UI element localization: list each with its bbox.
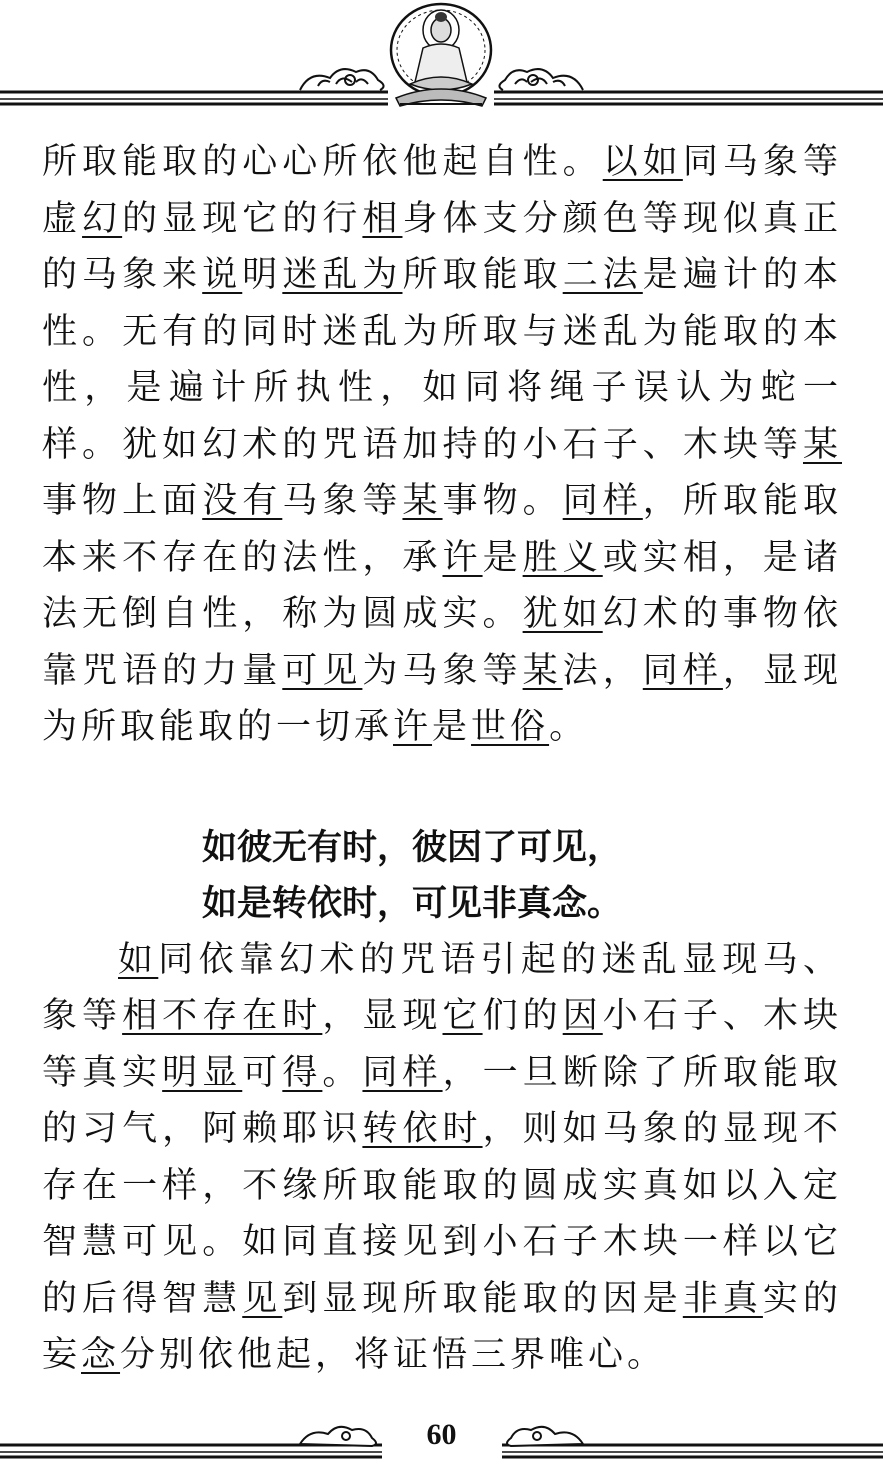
paragraph-commentary-1 [42, 134, 842, 756]
text-run: 身体支分颜色等现似真正的马象来 [42, 198, 842, 295]
underlined-term: 相不存在时 [122, 996, 323, 1036]
underlined-term: 迷乱为 [282, 255, 403, 295]
buddha-figure-icon [388, 4, 494, 108]
cloud-scroll-left-icon [300, 69, 384, 90]
underlined-term: 说 [202, 255, 243, 295]
underlined-term: 许 [442, 537, 483, 578]
underlined-term: 某 [802, 424, 842, 465]
text-run: 分别依他起，将证悟三界唯心。 [120, 1335, 667, 1375]
text-run: 同马象等虚 [42, 142, 842, 239]
text-run: 可 [242, 1052, 283, 1093]
underlined-term: 幻 [82, 198, 123, 239]
underlined-term: 明显 [162, 1052, 243, 1093]
text-run: ，显现为所取能取的一切承 [42, 650, 842, 747]
text-run: 们的 [482, 996, 563, 1036]
underlined-term: 二法 [562, 255, 643, 295]
text-run: 是 [482, 537, 523, 578]
text-run: ，所取能取本来不存在的法性，承 [42, 481, 842, 578]
underlined-term: 以如 [602, 142, 683, 182]
underlined-term: 犹如 [522, 594, 603, 634]
text-run: 所取能取 [402, 255, 563, 295]
text-run: 马象等 [282, 481, 403, 521]
underlined-term: 没有 [202, 481, 283, 521]
page-number: 60 [426, 1418, 457, 1451]
verse-block [42, 820, 842, 932]
text-run: 事物。 [442, 481, 563, 521]
text-run: 法， [562, 650, 643, 691]
underlined-term: 如 [118, 939, 159, 980]
text-run: 所取能取的心心所依他起自性。 [42, 142, 603, 182]
text-run: 同依靠幻术的咒语引起的迷乱显现马、象等 [42, 939, 842, 1036]
underlined-term: 同样 [562, 481, 643, 521]
underlined-term: 许 [393, 707, 433, 747]
text-run: ，一旦断除了所取能取的习气，阿赖耶识 [42, 1052, 842, 1149]
text-run: 事物上面 [42, 481, 203, 521]
text-run: 实的妄 [42, 1278, 842, 1375]
verse-line-1: 如彼无有时，彼因了可见， [202, 827, 623, 868]
text-run: 。 [549, 707, 589, 747]
text-run: 是遍计的本性。无有的同时迷乱为所取与迷乱为能取的本性，是遍计所执性，如同将绳子误认为蛇一样。犹如幻术的咒语加持的小石子、木块等 [42, 255, 842, 465]
underlined-term: 得 [282, 1052, 323, 1093]
page-header-ornament [0, 0, 883, 118]
page-body [42, 134, 842, 1384]
verse-line-2: 如是转依时，可见非真念。 [202, 883, 623, 924]
text-run: 幻术的事物依靠咒语的力量 [42, 594, 842, 691]
text-run: ，则如马象的显现不存在一样，不缘所取能取的圆成实真如以入定智慧可见。如同直接见到小石子木块一样以它的后得智慧 [42, 1109, 842, 1319]
paragraph-commentary-2 [42, 932, 842, 1384]
underlined-term: 同样 [362, 1052, 443, 1093]
underlined-term: 某 [402, 481, 443, 521]
text-run: 是 [432, 707, 472, 747]
text-run: 明 [242, 255, 283, 295]
text-run: 到显现所取能取的因是 [282, 1278, 683, 1319]
underlined-term: 相 [362, 198, 403, 239]
text-run: 小石子、木块等真实 [42, 996, 842, 1093]
cloud-scroll-right-icon [499, 69, 583, 90]
underlined-term: 同样 [642, 650, 723, 691]
underlined-term: 因 [562, 996, 603, 1036]
underlined-term: 念 [81, 1335, 121, 1375]
underlined-term: 非真 [682, 1278, 763, 1319]
text-run: ，显现 [322, 996, 443, 1036]
underlined-term: 转依时 [362, 1109, 483, 1149]
underlined-term: 胜义 [522, 537, 603, 578]
text-run: 。 [322, 1052, 363, 1093]
underlined-term: 某 [522, 650, 563, 691]
underlined-term: 它 [442, 996, 483, 1036]
underlined-term: 见 [242, 1278, 283, 1319]
text-run: 为马象等 [362, 650, 523, 691]
text-run: 的显现它的行 [122, 198, 363, 239]
underlined-term: 可见 [282, 650, 363, 691]
underlined-term: 世俗 [471, 707, 550, 747]
text-run: 或实相，是诸法无倒自性，称为圆成实。 [42, 537, 842, 634]
